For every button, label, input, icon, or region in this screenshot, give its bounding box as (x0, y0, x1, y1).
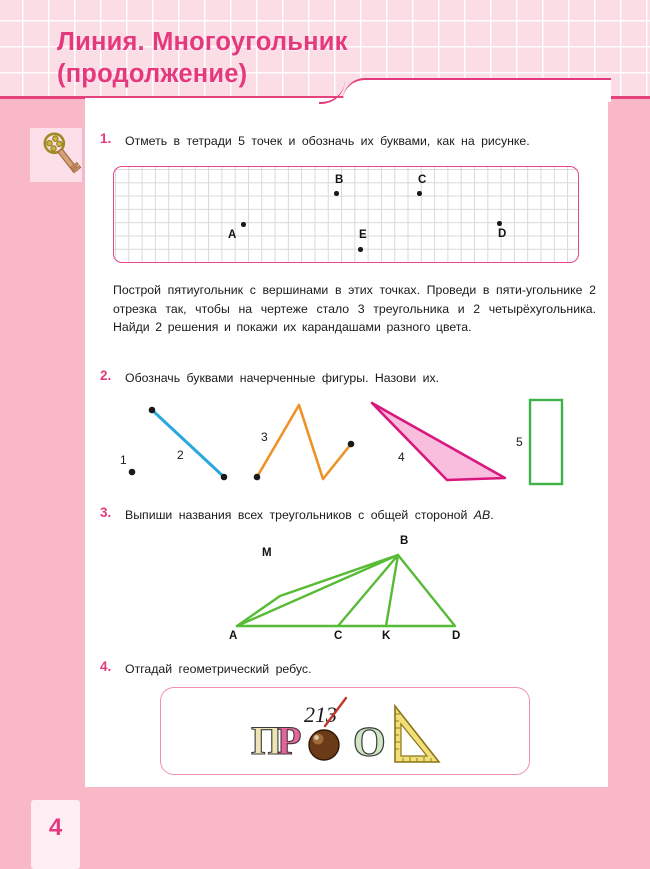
exercise-2-figures (110, 396, 580, 488)
exercise-4-number: 4. (100, 659, 112, 674)
exercise-3-number: 3. (100, 505, 112, 520)
exercise-4-rebus-box (160, 687, 530, 775)
exercise-3-prompt-period: . (490, 508, 494, 522)
exercise-3-prompt-text: Выпиши названия всех треугольников с общей стороной (125, 508, 474, 522)
rebus-letter-R: Р (277, 718, 302, 763)
grid-point-D (497, 221, 502, 226)
grid-point-label-B: B (335, 174, 344, 186)
figure-4-triangle (372, 403, 505, 480)
rebus-triangle-ruler-icon (395, 706, 439, 762)
exercise-1-number: 1. (100, 131, 112, 146)
grid-point-A (241, 222, 246, 227)
exercise-3-vertex-D: D (452, 630, 461, 642)
exercise-3-vertex-A: A (229, 630, 238, 642)
exercise-1-grid (113, 166, 579, 263)
figure-label-1: 1 (120, 453, 127, 467)
figure-2-segment (149, 407, 228, 481)
rebus-digits: 213 (304, 702, 337, 727)
exercise-3-segment-BA (237, 555, 398, 626)
grid-point-E (358, 247, 363, 252)
grid-point-B (334, 191, 339, 196)
figure-3-polyline (254, 405, 355, 480)
key-icon (30, 128, 82, 182)
exercise-2-prompt: Обозначь буквами начерченные фигуры. Назови их. (125, 371, 440, 385)
figure-label-3: 3 (261, 430, 268, 444)
page-number-box (31, 800, 80, 869)
rebus-letter-O: О (353, 720, 386, 766)
exercise-3-prompt (125, 506, 595, 525)
exercise-3-vertex-B: B (400, 535, 409, 547)
page-title-line2: (продолжение) (57, 60, 248, 89)
figure-5-rectangle (530, 400, 562, 484)
rebus-illustration (249, 696, 449, 768)
header-tab-curve (343, 78, 611, 102)
figure-label-4: 4 (398, 450, 405, 464)
page-title-line1: Линия. Многоугольник (57, 28, 348, 56)
exercise-1-followup: Построй пятиугольник с вершинами в этих точках. Проведи в пяти-угольнике 2 отрезка так, чтобы на чертеже стало 3 треугольника и 2 четырёхугольника. Найди 2 решения и покажи их карандашами разного цвета. (113, 283, 596, 335)
exercise-2-number: 2. (100, 368, 112, 383)
figure-label-5: 5 (516, 435, 523, 449)
exercise-3-prompt-label: AB (473, 508, 491, 522)
grid-point-label-D: D (498, 228, 507, 240)
grid-point-label-E: E (359, 229, 367, 241)
exercise-3-vertex-C: C (334, 630, 343, 642)
grid-point-C (417, 191, 422, 196)
exercise-4-prompt: Отгадай геометрический ребус. (125, 662, 312, 676)
grid-point-label-A: A (228, 229, 237, 241)
rebus-letters-1: П (251, 718, 283, 763)
figure-label-2: 2 (177, 448, 184, 462)
exercise-3-vertex-M: M (262, 547, 272, 559)
exercise-1-prompt: Отметь в тетради 5 точек и обозначь их буквами, как на рисунке. (125, 134, 530, 148)
grid-point-label-C: C (418, 174, 427, 186)
rebus-ball-icon (309, 730, 339, 760)
page-number: 4 (48, 814, 63, 841)
figure-1-point (129, 469, 136, 476)
exercise-3-vertex-K: K (382, 630, 391, 642)
